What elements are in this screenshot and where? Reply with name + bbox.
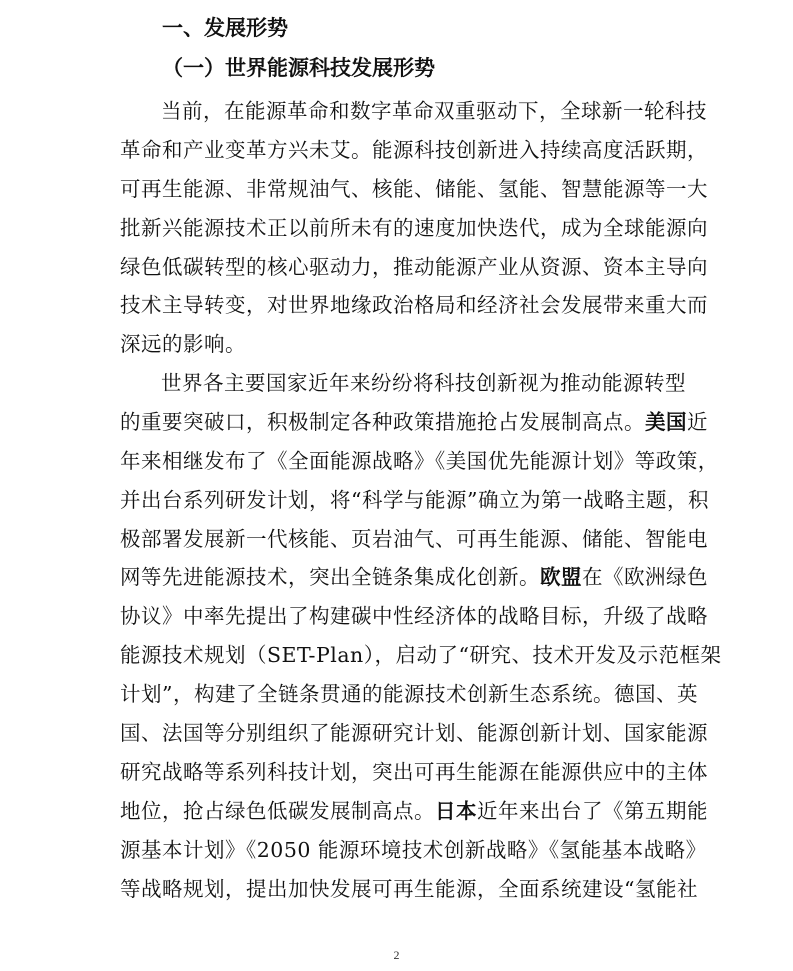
- text-line: 计划”，构建了全链条贯通的能源技术创新生态系统。德国、英: [120, 682, 698, 707]
- text-line: 可再生能源、非常规油气、核能、储能、氢能、智慧能源等一大: [120, 176, 708, 201]
- text-line: 世界各主要国家近年来纷纷将科技创新视为推动能源转型: [161, 371, 686, 395]
- paragraph-country-strategies: [120, 364, 722, 908]
- section-heading: 一、发展形势: [162, 16, 288, 40]
- keyword-eu: 欧盟: [540, 565, 582, 590]
- text-line: 并出台系列研发计划，将“科学与能源”确立为第一战略主题，积: [120, 487, 709, 512]
- text-line: [120, 403, 708, 442]
- text-line: 协议》中率先提出了构建碳中性经济体的战略目标，升级了战略: [120, 604, 708, 629]
- text-segment: 地位，抢占绿色低碳发展制高点。: [120, 798, 435, 823]
- text-line: 批新兴能源技术正以前所未有的速度加快迭代，成为全球能源向: [120, 215, 708, 240]
- text-line: 极部署发展新一代核能、页岩油气、可再生能源、储能、智能电: [120, 526, 708, 551]
- text-segment: 在《欧洲绿色: [582, 565, 708, 590]
- text-line: 当前，在能源革命和数字革命双重驱动下，全球新一轮科技: [161, 99, 707, 123]
- paragraph-energy-tech-trends: [120, 92, 708, 364]
- text-line: [120, 558, 708, 597]
- text-line: 能源技术规划（SET-Plan），启动了“研究、技术开发及示范框架: [120, 643, 722, 668]
- text-line: 年来相继发布了《全面能源战略》《美国优先能源计划》等政策，: [120, 448, 719, 473]
- text-line: 等战略规划，提出加快发展可再生能源，全面系统建设“氢能社: [120, 876, 698, 901]
- keyword-japan: 日本: [435, 798, 477, 823]
- text-segment: 网等先进能源技术，突出全链条集成化创新。: [120, 565, 540, 590]
- text-line: 绿色低碳转型的核心驱动力，推动能源产业从资源、资本主导向: [120, 254, 708, 279]
- subsection-heading: （一）世界能源科技发展形势: [162, 56, 435, 80]
- text-line: [120, 792, 708, 831]
- text-segment: 的重要突破口，积极制定各种政策措施抢占发展制高点。: [120, 409, 645, 434]
- text-line: 源基本计划》《2050 能源环境技术创新战略》《氢能基本战略》: [120, 837, 707, 862]
- text-line: 技术主导转变，对世界地缘政治格局和经济社会发展带来重大而: [120, 293, 708, 318]
- text-line: 国、法国等分别组织了能源研究计划、能源创新计划、国家能源: [120, 721, 708, 746]
- text-segment: 近年来出台了《第五期能: [477, 798, 708, 823]
- text-line: 研究战略等系列科技计划，突出可再生能源在能源供应中的主体: [120, 759, 708, 784]
- text-line: 革命和产业变革方兴未艾。能源科技创新进入持续高度活跃期，: [120, 137, 708, 162]
- text-segment: 近: [687, 409, 708, 434]
- text-line: 深远的影响。: [120, 332, 246, 357]
- page-number: 2: [393, 948, 400, 962]
- keyword-usa: 美国: [645, 409, 687, 434]
